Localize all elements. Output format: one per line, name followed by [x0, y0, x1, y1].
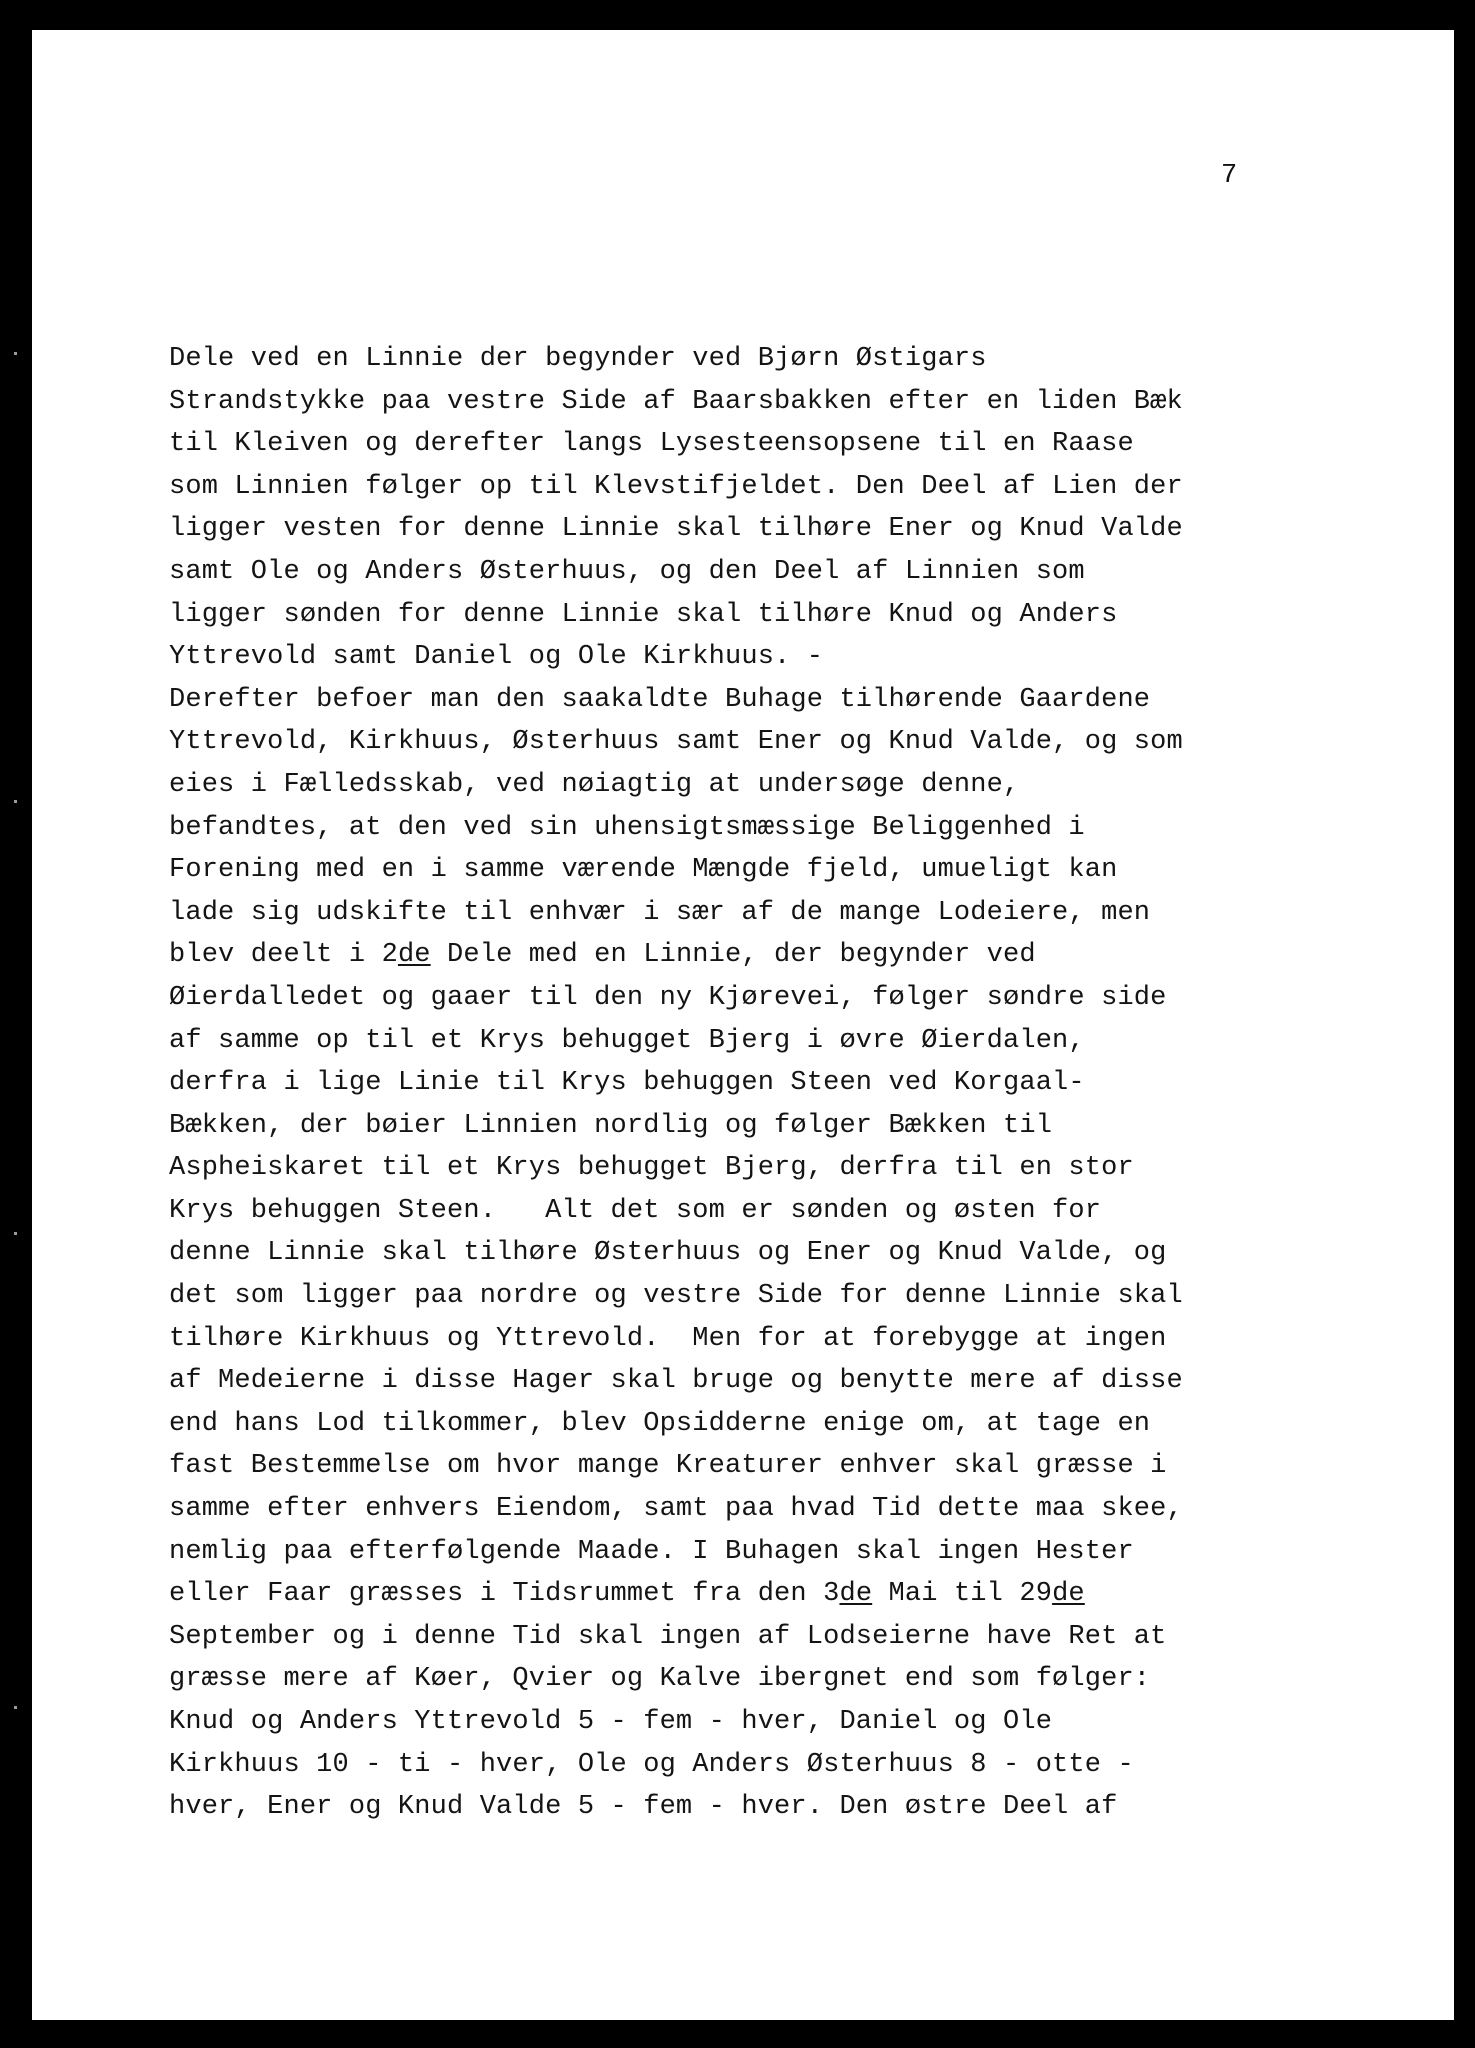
text-line	[169, 1531, 1299, 1574]
text-line	[169, 1573, 1299, 1616]
text-segment: det som ligger paa nordre og vestre Side for denne Linnie skal	[169, 1281, 1183, 1312]
text-segment: Derefter befoer man den saakaldte Buhage tilhørende Gaardene	[169, 684, 1151, 715]
text-segment: Knud og Anders Yttrevold 5 - fem - hver, Daniel og Ole	[169, 1707, 1053, 1737]
scan-mark	[14, 1706, 17, 1709]
text-segment: fast Bestemmelse om hvor mange Kreaturer enhver skal græsse i	[169, 1451, 1167, 1482]
text-segment: ligger vesten for denne Linnie skal tilhøre Ener og Knud Valde	[169, 514, 1183, 545]
text-line	[169, 381, 1299, 424]
text-line	[169, 1275, 1299, 1318]
text-segment: Dele med en Linnie, der begynder ved	[430, 940, 1036, 971]
text-line	[169, 849, 1299, 892]
text-segment: Bækken, der bøier Linnien nordlig og følger Bækken til	[169, 1110, 1053, 1141]
text-segment: Dele ved en Linnie der begynder ved Bjørn Østigars	[169, 344, 987, 374]
text-line	[169, 679, 1299, 722]
text-line	[169, 594, 1299, 637]
text-segment: samt Ole og Anders Østerhuus, og den Deel af Linnien som	[169, 556, 1085, 587]
text-segment: Yttrevold, Kirkhuus, Østerhuus samt Ener og Knud Valde, og som	[169, 727, 1183, 758]
text-line	[169, 338, 1299, 381]
ordinal-suffix: de	[839, 1579, 873, 1610]
text-segment: Øierdalledet og gaaer til den ny Kjørevei, følger søndre side	[169, 982, 1167, 1013]
text-segment: Krys behuggen Steen. Alt det som er sønden og østen for	[169, 1195, 1102, 1226]
text-line	[169, 1147, 1299, 1190]
text-line	[169, 636, 1299, 679]
text-line	[169, 764, 1299, 807]
text-line	[169, 1318, 1299, 1361]
text-line	[169, 1020, 1299, 1063]
scan-mark	[14, 1232, 17, 1235]
text-line	[169, 1062, 1299, 1105]
text-segment: ligger sønden for denne Linnie skal tilhøre Knud og Anders	[169, 599, 1118, 630]
text-line	[169, 1658, 1299, 1701]
text-segment: Kirkhuus 10 - ti - hver, Ole og Anders Østerhuus 8 - otte -	[169, 1749, 1134, 1780]
text-line	[169, 508, 1299, 551]
scan-mark	[14, 800, 17, 803]
page-number: 7	[1221, 161, 1238, 191]
text-line	[169, 1616, 1299, 1659]
ordinal-suffix: de	[1052, 1579, 1085, 1610]
text-segment: Mai til 29	[872, 1579, 1053, 1610]
text-segment: nemlig paa efterfølgende Maade. I Buhagen skal ingen Hester	[169, 1536, 1134, 1567]
text-segment: denne Linnie skal tilhøre Østerhuus og Ener og Knud Valde, og	[169, 1238, 1167, 1269]
text-segment: tilhøre Kirkhuus og Yttrevold. Men for at forebygge at ingen	[169, 1323, 1167, 1354]
text-segment: hver, Ener og Knud Valde 5 - fem - hver. Den østre Deel af	[169, 1792, 1118, 1823]
text-segment: eller Faar græsses i Tidsrummet fra den 3	[169, 1579, 840, 1610]
text-segment: græsse mere af Køer, Qvier og Kalve ibergnet end som følger:	[169, 1664, 1151, 1695]
text-line	[169, 466, 1299, 509]
text-segment: Strandstykke paa vestre Side af Baarsbakken efter en liden Bæk	[169, 386, 1183, 417]
text-segment: af samme op til et Krys behugget Bjerg i øvre Øierdalen,	[169, 1025, 1085, 1056]
text-segment: end hans Lod tilkommer, blev Opsidderne enige om, at tage en	[169, 1408, 1151, 1439]
text-line	[169, 1744, 1299, 1787]
text-line	[169, 1403, 1299, 1446]
text-line	[169, 551, 1299, 594]
scan-mark	[14, 352, 17, 355]
text-line	[169, 807, 1299, 850]
text-line	[169, 892, 1299, 935]
text-line	[169, 423, 1299, 466]
text-line	[169, 721, 1299, 764]
text-line	[169, 1445, 1299, 1488]
text-segment: af Medeierne i disse Hager skal bruge og benytte mere af disse	[169, 1366, 1183, 1397]
text-segment: Forening med en i samme værende Mængde fjeld, umueligt kan	[169, 855, 1118, 886]
text-segment: September og i denne Tid skal ingen af Lodseierne have Ret at	[169, 1621, 1167, 1652]
text-line	[169, 1190, 1299, 1233]
ordinal-suffix: de	[397, 940, 431, 971]
text-segment: befandtes, at den ved sin uhensigtsmæssige Beliggenhed i	[169, 812, 1085, 843]
text-line	[169, 934, 1299, 977]
text-line	[169, 1488, 1299, 1531]
text-segment: som Linnien følger op til Klevstifjeldet. Den Deel af Lien der	[169, 471, 1183, 502]
text-line	[169, 1360, 1299, 1403]
text-segment: blev deelt i 2	[169, 940, 398, 971]
text-segment: lade sig udskifte til enhvær i sær af de mange Lodeiere, men	[169, 897, 1151, 928]
text-segment: samme efter enhvers Eiendom, samt paa hvad Tid dette maa skee,	[169, 1494, 1183, 1525]
text-line	[169, 1232, 1299, 1275]
text-line	[169, 1701, 1299, 1744]
text-segment: Yttrevold samt Daniel og Ole Kirkhuus. -	[169, 642, 824, 673]
text-line	[169, 1105, 1299, 1148]
text-segment: til Kleiven og derefter langs Lysesteensopsene til en Raase	[169, 429, 1134, 460]
text-segment: eies i Fælledsskab, ved nøiagtig at undersøge denne,	[169, 769, 1020, 800]
body-text	[169, 338, 1299, 1829]
text-segment: Aspheiskaret til et Krys behugget Bjerg, derfra til en stor	[169, 1153, 1134, 1184]
text-line	[169, 1786, 1299, 1829]
text-segment: derfra i lige Linie til Krys behuggen Steen ved Korgaal-	[169, 1068, 1085, 1099]
text-line	[169, 977, 1299, 1020]
